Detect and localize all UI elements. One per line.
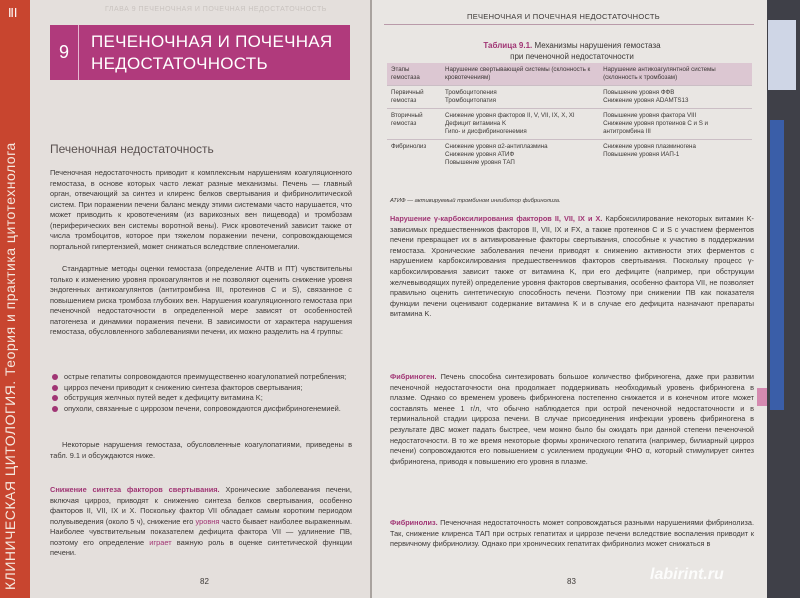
table-row <box>387 86 752 109</box>
table-header: Нарушение свертывающей системы (склонность к кровотечениям) <box>441 63 599 86</box>
cell-line: Снижение уровня протеинов C и S и антитромбина III <box>603 120 709 135</box>
table-row <box>387 140 752 171</box>
cell-line: Снижение уровня ADAMTS13 <box>603 97 689 104</box>
chapter-title <box>79 31 333 75</box>
watermark: labirint.ru <box>650 566 724 583</box>
chapter-title-line1: ПЕЧЕНОЧНАЯ И ПОЧЕЧНАЯ <box>91 31 333 51</box>
table-header: Этапы гемостаза <box>387 63 441 86</box>
list-item <box>50 372 352 383</box>
paragraph-4-text: важную роль в оценке синтетической функции печени. <box>50 537 352 557</box>
spine-title: КЛИНИЧЕСКАЯ ЦИТОЛОГИЯ. Теория и практика цитотехнолога <box>2 142 18 590</box>
paragraph-2: Стандартные методы оценки гемостаза (определение АЧТВ и ПТ) чувствительны только к изменению уровня прокоагулянтов и не позволяют оценить снижение уровня эндогенных антикоагулянтов (антитромбина III, протеинов C и S), связанное с повышением риска тромбоза глубоких вен. Нарушения коагуляционного гемостаза при печеночной недостаточности в определенной мере зависят от особенностей патогенеза и динамики поражения печени. В зависимости от характера нарушения гемостаза, обусловленного заболеваниями печени, их можно разделить на 4 группы: <box>50 264 352 336</box>
cell-line: Снижение уровня АТИФ <box>445 151 515 158</box>
chapter-edge-tab <box>757 388 767 406</box>
table-cell <box>599 109 752 140</box>
background-book-cover <box>768 20 796 90</box>
cell-line: Снижение уровня факторов II, V, VII, IX, X, XI <box>445 112 575 119</box>
table-label: Таблица 9.1. <box>483 41 533 50</box>
paragraph-1: Печеночная недостаточность приводит к комплексным нарушениям коагуляционного гемостаза, в основе которых часто лежат разные механизмы. Печень — главный орган, отвечающий за синтез и клиренс белков свертывания и фибринолитической систем. При поражении печени баланс между этими системами часто нарушается, что может приводить к кровотечениям (из варикозных вен пищевода) и тромбозам (периферических вен системы воротной вены). Риск кровотечений зависит также от числа тромбоцитов, которое при тяжелом поражении печени, сопровождающемся портальной гипертензией, может снижаться вследствие спленомегалии. <box>50 168 352 251</box>
cell-line: Дефицит витамина K <box>445 120 507 127</box>
cell-line: Снижение уровня α2-антиплазмина <box>445 143 548 150</box>
cell-line: Снижение уровня плазминогена <box>603 143 696 150</box>
left-page <box>30 0 370 598</box>
table-cell-stage: Вторичный гемостаз <box>387 109 441 140</box>
mechanisms-table <box>387 63 752 170</box>
bullet-icon <box>52 395 58 401</box>
bullet-icon <box>52 406 58 412</box>
paragraph-4-text: Хронические заболевания печени, включая цирроз, приводят к снижению синтеза белков свертывания, особенно факторов II, VII, IX и X. Поскольку фактор VII обладает самым коротким периодом полувыведения (около 5 ч), снижение его <box>50 485 352 526</box>
paragraph-4-text: часто бывает наиболее выраженным. Наиболее чувствительным показателем дефицита фактора VII — удлинение ПВ, поэтому его определение <box>50 516 352 547</box>
keyword-igraet: играет <box>149 537 172 547</box>
table-caption-line2: при печеночной недостаточности <box>510 52 634 61</box>
cell-line: Повышение уровня фактора VIII <box>603 112 697 119</box>
chapter-title-box <box>50 25 350 80</box>
table-caption-text: Механизмы нарушения гемостаза <box>532 41 661 50</box>
bullet-icon <box>52 385 58 391</box>
paragraph-4-heading: Снижение синтеза факторов свертывания. <box>50 485 220 494</box>
fibrinolysis-heading: Фибринолиз. <box>390 518 438 527</box>
right-page <box>372 0 767 598</box>
list-item-text: обструкция желчных путей ведет к дефициту витамина K; <box>64 393 263 402</box>
cell-line: Тромбоцитопения <box>445 89 497 96</box>
cell-line: Тромбоцитопатия <box>445 97 496 104</box>
table-cell <box>441 140 599 171</box>
cell-line: Повышение уровня ФФВ <box>603 89 675 96</box>
list-item-text: острые гепатиты сопровождаются преимущественно коагулопатией потребления; <box>64 372 347 381</box>
book-spine-left <box>0 0 30 598</box>
table-cell <box>599 140 752 171</box>
fibrinogen-heading: Фибриноген. <box>390 372 437 381</box>
paragraph-fibrinolysis <box>390 518 754 550</box>
ghost-header: ГЛАВА 9 ПЕЧЕНОЧНАЯ И ПОЧЕЧНАЯ НЕДОСТАТОЧНОСТЬ <box>105 6 327 13</box>
fibrinolysis-text: Печеночная недостаточность может сопровождаться разными нарушениями фибринолиза. Так, снижение клиренса ТАП при острых гепатитах и циррозе печени вследствие воспаления приводит к первичному фибринолизу. Однако при хронических гепатитах фибринолиз может снижаться в <box>390 518 754 549</box>
running-header: ПЕЧЕНОЧНАЯ И ПОЧЕЧНАЯ НЕДОСТАТОЧНОСТЬ <box>467 12 661 21</box>
paragraph-fibrinogen <box>390 372 754 467</box>
header-rule <box>384 24 754 25</box>
table-cell <box>441 86 599 109</box>
fibrinogen-text: Печень способна синтезировать большое количество фибриногена, даже при развитии печеночной недостаточности она продолжает поддерживать необходимый уровень фибриногена в плазме. Однако со временем уровень фибриногена постепенно снижается и в конечном итоге может составлять менее 1 г/л, что обычно наблюдается при острой печеночной недостаточности и в терминальной стадии цирроза печени. В случае присоединения инфекции уровень фибриногена в результате ДВС может падать быстрее, чем можно было бы ожидать при данной степени печеночной недостаточности. В то же время некоторые формы хронического гепатита (например, билиарный цирроз печени) сопровождаются его повышением с усилением продукции ФНО α, который стимулирует синтез фибриногена, приводя к повышению его уровня в плазме. <box>390 372 754 466</box>
table-header-row <box>387 63 752 86</box>
table-cell-stage: Фибринолиз <box>387 140 441 171</box>
carboxylation-heading: Нарушение γ-карбоксилирования факторов II, VII, IX и X. <box>390 214 603 223</box>
spine-mark: ⅡⅠ <box>8 6 18 20</box>
table-cell <box>441 109 599 140</box>
groups-list <box>50 372 352 414</box>
table-footnote: АТИФ — активируемый тромбином ингибитор фибринолиза. <box>390 198 561 204</box>
page-number-left: 82 <box>200 577 209 586</box>
carboxylation-text: Карбоксилирование некоторых витамин K-зависимых предшественников факторов II, VII, IX и FX, а также протеинов C и S с участием ферментов печени превращает их в активированные факторы свертывания, способные к участию в поддержании гемостаза. Хронические заболевания печени приводят к снижению активности этих ферментов с нарушением карбоксилирования предшественников факторов свертывания. Поскольку процесс γ-карбоксилирования зависит также от витамина K, при его дефиците (например, при обструкции желчевыводящих путей) определение уровня факторов свертывания, особенно фактора VII, не позволяет правильно оценить синтетическую способность печени. Поэтому при снижении ПВ как показателя функции печени оценивают содержание витамина K и в случае его дефицита назначают препараты витамина K. <box>390 214 754 319</box>
chapter-number: 9 <box>50 25 79 80</box>
list-item <box>50 404 352 415</box>
list-item <box>50 383 352 394</box>
chapter-title-line2: НЕДОСТАТОЧНОСТЬ <box>91 53 268 73</box>
cell-line: Повышение уровня ИАП-1 <box>603 151 680 158</box>
section-heading: Печеночная недостаточность <box>50 142 214 156</box>
table-cell <box>599 86 752 109</box>
paragraph-carboxylation <box>390 214 754 320</box>
list-item <box>50 393 352 404</box>
cell-line: Повышение уровня ТАП <box>445 159 515 166</box>
paragraph-4 <box>50 485 352 559</box>
bullet-icon <box>52 374 58 380</box>
table-caption <box>412 40 732 62</box>
table-cell-stage: Первичный гемостаз <box>387 86 441 109</box>
cell-line: Гипо- и дисфибриногенемия <box>445 128 527 135</box>
background-book-spine <box>770 120 784 410</box>
table-row <box>387 109 752 140</box>
list-item-text: цирроз печени приводит к снижению синтеза факторов свертывания; <box>64 382 303 392</box>
keyword-uroven: уровня <box>195 516 220 526</box>
list-item-text: опухоли, связанные с циррозом печени, сопровождаются дисфибриногенемией. <box>64 403 341 413</box>
page-number-right: 83 <box>567 577 576 586</box>
table-header: Нарушение антикоагулянтной системы (склонность к тромбозам) <box>599 63 752 86</box>
paragraph-3: Некоторые нарушения гемостаза, обусловленные коагулопатиями, приведены в табл. 9.1 и обсуждаются ниже. <box>50 440 352 460</box>
